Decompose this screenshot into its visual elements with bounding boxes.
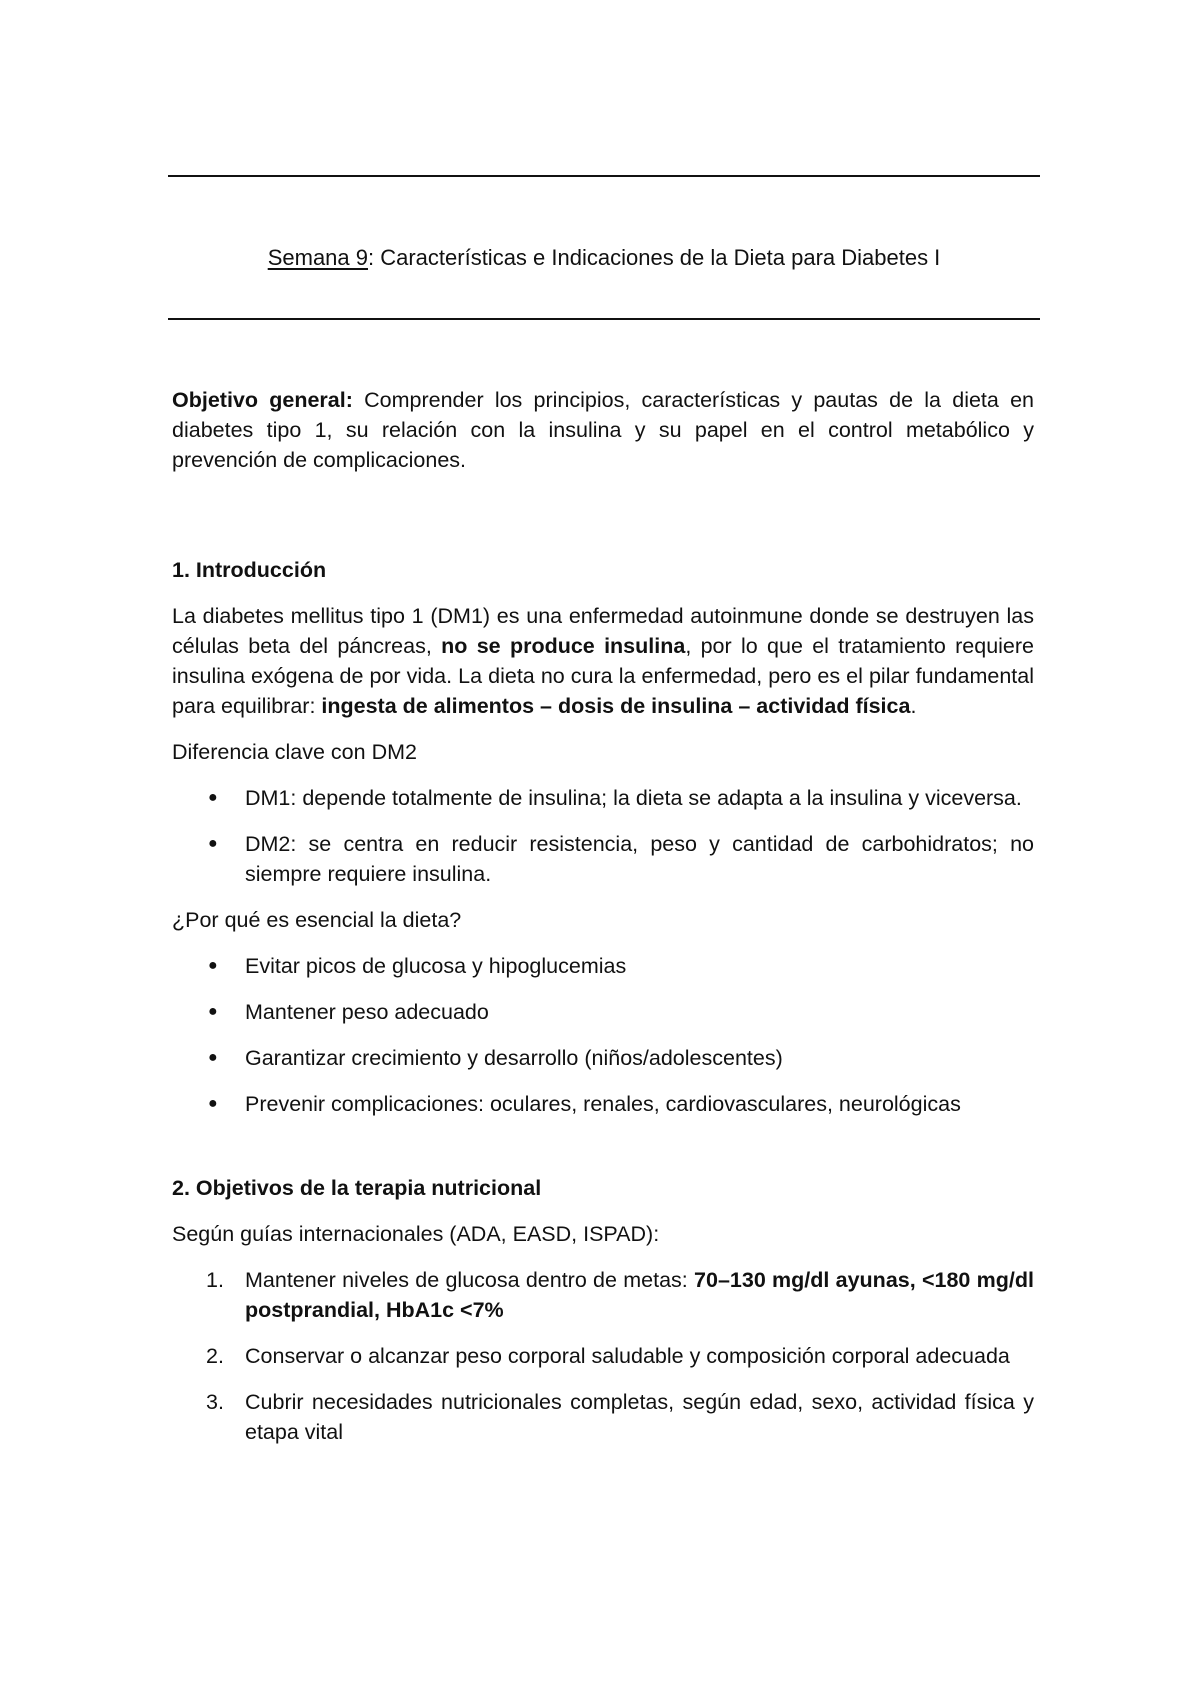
list-item bbox=[172, 1089, 1034, 1119]
page-title bbox=[168, 242, 1040, 274]
intro-paragraph bbox=[172, 601, 1034, 721]
bottom-rule bbox=[168, 318, 1040, 320]
list-number: 1. bbox=[206, 1268, 224, 1292]
list-item bbox=[172, 1043, 1034, 1073]
list-item bbox=[172, 829, 1034, 889]
list-item-text: Mantener peso adecuado bbox=[245, 1000, 489, 1024]
list-item-text: Garantizar crecimiento y desarrollo (niños/adolescentes) bbox=[245, 1046, 783, 1070]
diff-list bbox=[172, 783, 1034, 889]
bullet-icon: ● bbox=[208, 1003, 218, 1020]
objective-text: Comprender los principios, características y pautas de la dieta en diabetes tipo 1, su relación con la insulina y su papel en el control metabólico y prevención de complicaciones. bbox=[172, 388, 1034, 472]
objective-paragraph bbox=[172, 385, 1034, 475]
section2-intro: Según guías internacionales (ADA, EASD, ISPAD): bbox=[172, 1222, 660, 1246]
list-number: 3. bbox=[206, 1390, 224, 1414]
intro-text-e: . bbox=[910, 694, 917, 718]
list-item bbox=[172, 1341, 1034, 1371]
objective-label: Objetivo general: bbox=[172, 388, 353, 412]
intro-text-c: , por lo que el tratamiento requiere insulina exógena de por vida. La dieta no cura la enfermedad, pero es el pilar fundamental para equilibrar: bbox=[172, 634, 1035, 718]
section2-heading: 2. Objetivos de la terapia nutricional bbox=[172, 1176, 542, 1200]
intro-bold-b: no se produce insulina bbox=[441, 634, 686, 658]
why-list bbox=[172, 951, 1034, 1119]
intro-text-a: La diabetes mellitus tipo 1 (DM1) es una enfermedad autoinmune donde se destruyen las células beta del páncreas, bbox=[172, 604, 1034, 658]
list-item bbox=[172, 951, 1034, 981]
diff-heading: Diferencia clave con DM2 bbox=[172, 740, 417, 764]
list-item-bold: 70–130 mg/dl ayunas, <180 mg/dl postprandial, HbA1c <7% bbox=[245, 1268, 1034, 1322]
why-heading: ¿Por qué es esencial la dieta? bbox=[172, 908, 462, 932]
bullet-icon: ● bbox=[208, 1095, 218, 1112]
list-item bbox=[172, 783, 1034, 813]
bullet-icon: ● bbox=[208, 835, 218, 852]
list-item-text: Mantener niveles de glucosa dentro de metas: bbox=[245, 1268, 695, 1292]
section1-heading: 1. Introducción bbox=[172, 558, 327, 582]
bullet-icon: ● bbox=[208, 957, 218, 974]
list-item-text: Conservar o alcanzar peso corporal saludable y composición corporal adecuada bbox=[245, 1344, 1010, 1368]
document-body bbox=[172, 385, 1034, 1463]
list-item bbox=[172, 1265, 1034, 1325]
list-item bbox=[172, 997, 1034, 1027]
bullet-icon: ● bbox=[208, 1049, 218, 1066]
list-item bbox=[172, 1387, 1034, 1447]
title-week: Semana 9 bbox=[267, 245, 368, 270]
list-item-text: Prevenir complicaciones: oculares, renales, cardiovasculares, neurológicas bbox=[245, 1092, 961, 1116]
list-item-text: Evitar picos de glucosa y hipoglucemias bbox=[245, 954, 627, 978]
section2 bbox=[172, 1173, 1034, 1447]
objectives-list bbox=[172, 1265, 1034, 1447]
list-number: 2. bbox=[206, 1344, 224, 1368]
title-text: : Características e Indicaciones de la Dieta para Diabetes I bbox=[368, 245, 941, 270]
intro-bold-d: ingesta de alimentos – dosis de insulina – actividad física bbox=[321, 694, 911, 718]
bullet-icon: ● bbox=[208, 789, 218, 806]
top-rule bbox=[168, 175, 1040, 177]
list-item-text: Cubrir necesidades nutricionales completas, según edad, sexo, actividad física y etapa vital bbox=[245, 1390, 1034, 1444]
list-item-text: DM1: depende totalmente de insulina; la dieta se adapta a la insulina y viceversa. bbox=[245, 786, 1022, 810]
list-item-text: DM2: se centra en reducir resistencia, peso y cantidad de carbohidratos; no siempre requiere insulina. bbox=[245, 832, 1034, 886]
